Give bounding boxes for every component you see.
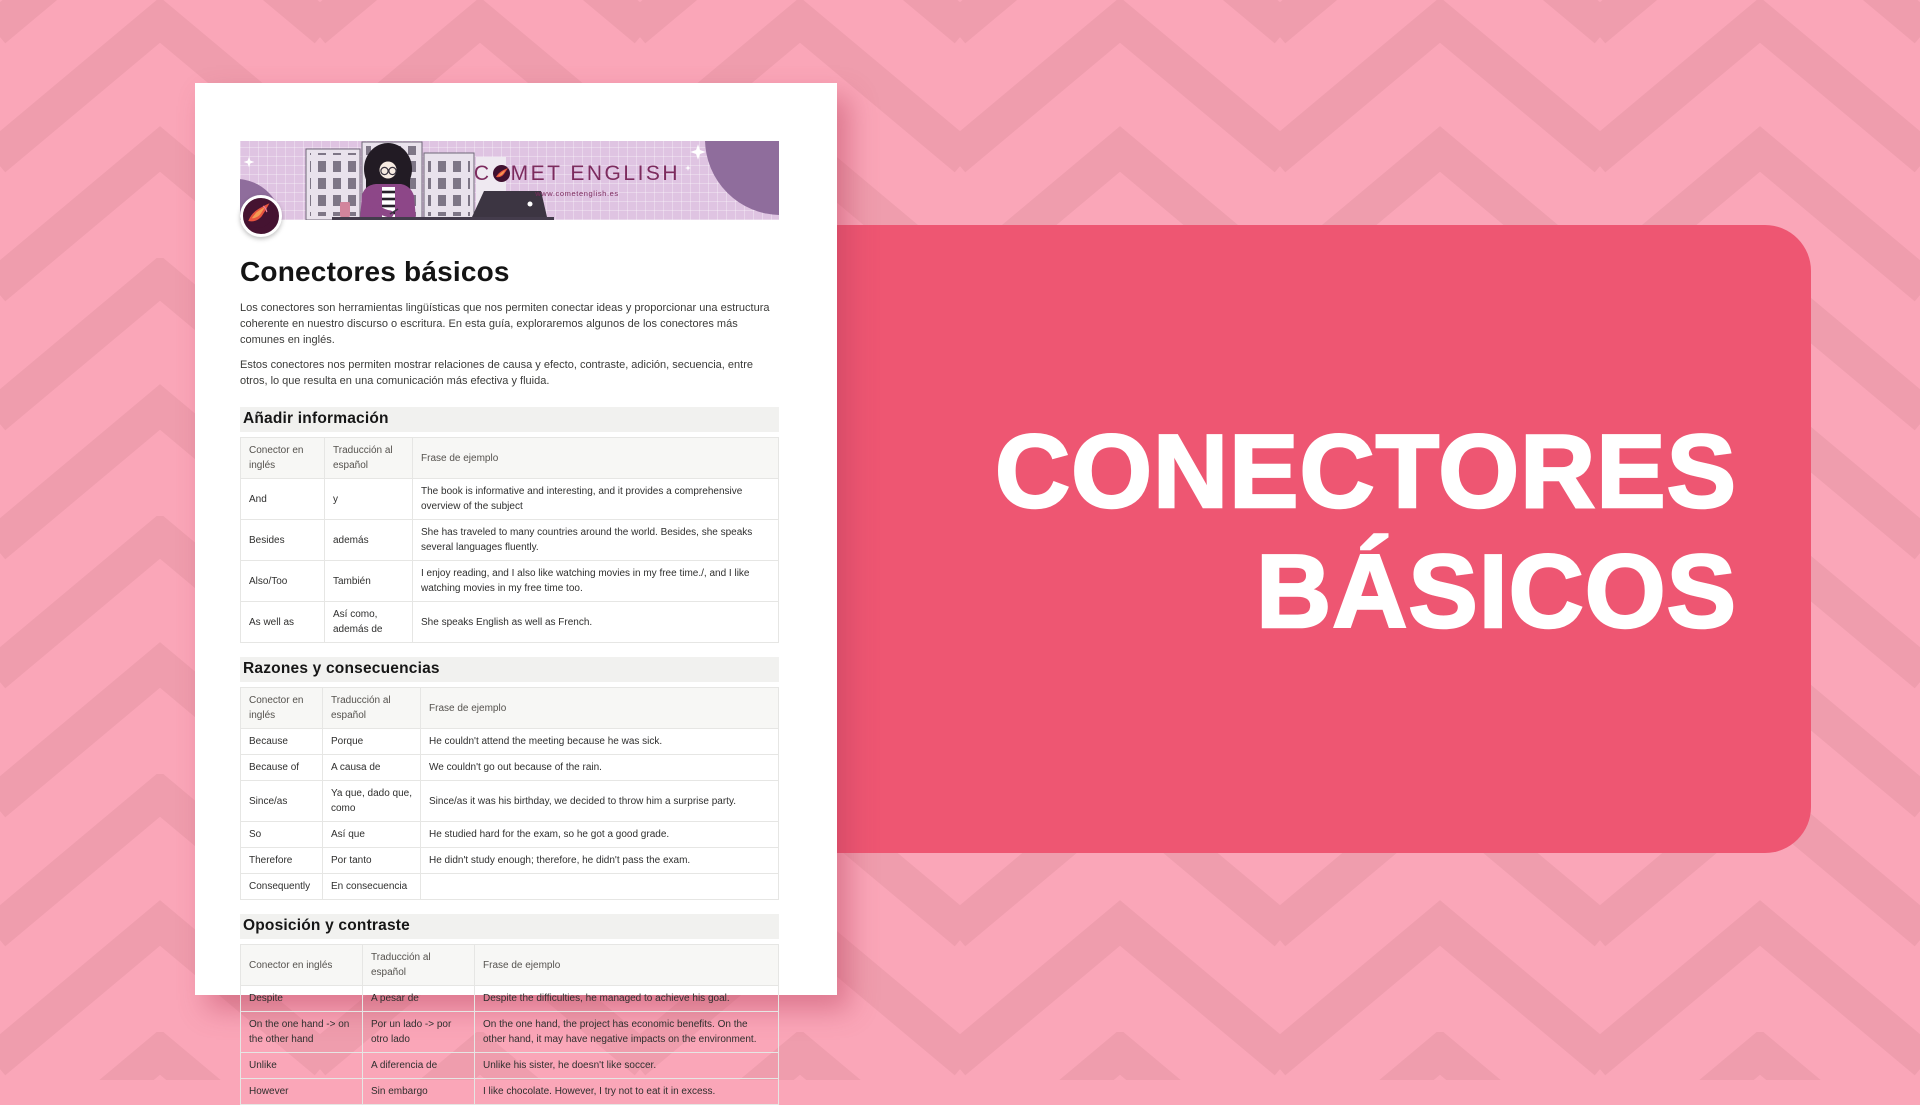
poster-title-line1: CONECTORES — [995, 413, 1737, 530]
table-cell: Since/as it was his birthday, we decided to throw him a surprise party. — [421, 781, 779, 822]
table-cell: A pesar de — [363, 986, 475, 1012]
poster-card — [690, 225, 1811, 853]
column-header: Frase de ejemplo — [475, 945, 779, 986]
table-row — [241, 479, 779, 520]
table-cell: Así que — [323, 822, 421, 848]
table-cell — [421, 874, 779, 900]
table-cell: So — [241, 822, 323, 848]
poster-title-line2: BÁSICOS — [1256, 533, 1737, 650]
table-row — [241, 781, 779, 822]
intro-paragraph: Los conectores son herramientas lingüísticas que nos permiten conectar ideas y proporcionar una estructura coherente en nuestro discurso o escritura. En esta guía, exploraremos algunos de los conectores más comunes en inglés. — [240, 302, 770, 346]
column-header: Traducción al español — [363, 945, 475, 986]
table-cell: I like chocolate. However, I try not to eat it in excess. — [475, 1079, 779, 1105]
table-cell: Por tanto — [323, 848, 421, 874]
column-header: Conector en inglés — [241, 688, 323, 729]
table-cell: However — [241, 1079, 363, 1105]
table-row — [241, 1012, 779, 1053]
column-header: Traducción al español — [325, 438, 413, 479]
table-row — [241, 520, 779, 561]
table-cell: además — [325, 520, 413, 561]
table-cell: As well as — [241, 602, 325, 643]
table-cell: Despite the difficulties, he managed to achieve his goal. — [475, 986, 779, 1012]
column-header: Conector en inglés — [241, 438, 325, 479]
section-2 — [240, 914, 779, 1105]
section-heading: Oposición y contraste — [240, 914, 779, 939]
table-cell: And — [241, 479, 325, 520]
table-cell: A causa de — [323, 755, 421, 781]
table-cell: Because of — [241, 755, 323, 781]
table-cell: She speaks English as well as French. — [413, 602, 779, 643]
table-cell: Porque — [323, 729, 421, 755]
document-sections — [240, 407, 779, 1105]
table-row — [241, 561, 779, 602]
table-cell: On the one hand -> on the other hand — [241, 1012, 363, 1053]
banner-image — [240, 141, 779, 220]
section-1 — [240, 657, 779, 900]
comet-avatar-icon — [243, 198, 273, 228]
column-header: Frase de ejemplo — [421, 688, 779, 729]
table-cell: Sin embargo — [363, 1079, 475, 1105]
column-header: Traducción al español — [323, 688, 421, 729]
table-row — [241, 822, 779, 848]
table-cell: A diferencia de — [363, 1053, 475, 1079]
section-heading: Añadir información — [240, 407, 779, 432]
poster-title — [995, 412, 1737, 652]
table-cell: y — [325, 479, 413, 520]
table-cell: I enjoy reading, and I also like watching movies in my free time./, and I like watching movies in my free time too. — [413, 561, 779, 602]
table-cell: She has traveled to many countries around the world. Besides, she speaks several languages fluently. — [413, 520, 779, 561]
woman-illustration — [360, 143, 416, 219]
table-cell: On the one hand, the project has economic benefits. On the other hand, it may have negative impacts on the environment. — [475, 1012, 779, 1053]
comet-logo-avatar — [240, 195, 282, 237]
table-cell: Despite — [241, 986, 363, 1012]
table-row — [241, 729, 779, 755]
table-row — [241, 755, 779, 781]
brand-prefix: C — [473, 162, 492, 185]
table-cell: Por un lado -> por otro lado — [363, 1012, 475, 1053]
table-cell: The book is informative and interesting, and it provides a comprehensive overview of the subject — [413, 479, 779, 520]
table-cell: Because — [241, 729, 323, 755]
connector-table — [240, 687, 779, 900]
table-cell: También — [325, 561, 413, 602]
table-cell: He didn't study enough; therefore, he didn't pass the exam. — [421, 848, 779, 874]
table-cell: He couldn't attend the meeting because he was sick. — [421, 729, 779, 755]
table-cell: We couldn't go out because of the rain. — [421, 755, 779, 781]
brand-website: www.cometenglish.es — [535, 189, 619, 198]
table-row — [241, 874, 779, 900]
document-title: Conectores básicos — [240, 256, 510, 287]
brand-rest: MET ENGLISH — [510, 162, 681, 185]
connector-table — [240, 944, 779, 1105]
banner-corner-circle — [705, 141, 779, 215]
table-row — [241, 986, 779, 1012]
column-header: Conector en inglés — [241, 945, 363, 986]
brand-name — [472, 162, 682, 186]
connector-table — [240, 437, 779, 643]
table-header-row — [241, 945, 779, 986]
column-header: Frase de ejemplo — [413, 438, 779, 479]
table-cell: Besides — [241, 520, 325, 561]
table-cell: En consecuencia — [323, 874, 421, 900]
table-row — [241, 1079, 779, 1105]
section-heading: Razones y consecuencias — [240, 657, 779, 682]
table-cell: Consequently — [241, 874, 323, 900]
table-cell: He studied hard for the exam, so he got a good grade. — [421, 822, 779, 848]
table-cell: Unlike his sister, he doesn't like soccer. — [475, 1053, 779, 1079]
table-cell: Therefore — [241, 848, 323, 874]
brand-lockup — [472, 162, 682, 198]
section-0 — [240, 407, 779, 643]
table-row — [241, 848, 779, 874]
table-cell: Ya que, dado que, como — [323, 781, 421, 822]
document-page — [195, 83, 837, 1097]
table-cell: Also/Too — [241, 561, 325, 602]
table-header-row — [241, 438, 779, 479]
table-header-row — [241, 688, 779, 729]
table-cell: Unlike — [241, 1053, 363, 1079]
table-cell: Así como, además de — [325, 602, 413, 643]
table-cell: Since/as — [241, 781, 323, 822]
table-row — [241, 602, 779, 643]
intro-paragraph: Estos conectores nos permiten mostrar relaciones de causa y efecto, contraste, adición, secuencia, entre otros, lo que resulta en una comunicación más efectiva y fluida. — [240, 359, 753, 387]
comet-icon — [493, 165, 510, 182]
table-row — [241, 1053, 779, 1079]
